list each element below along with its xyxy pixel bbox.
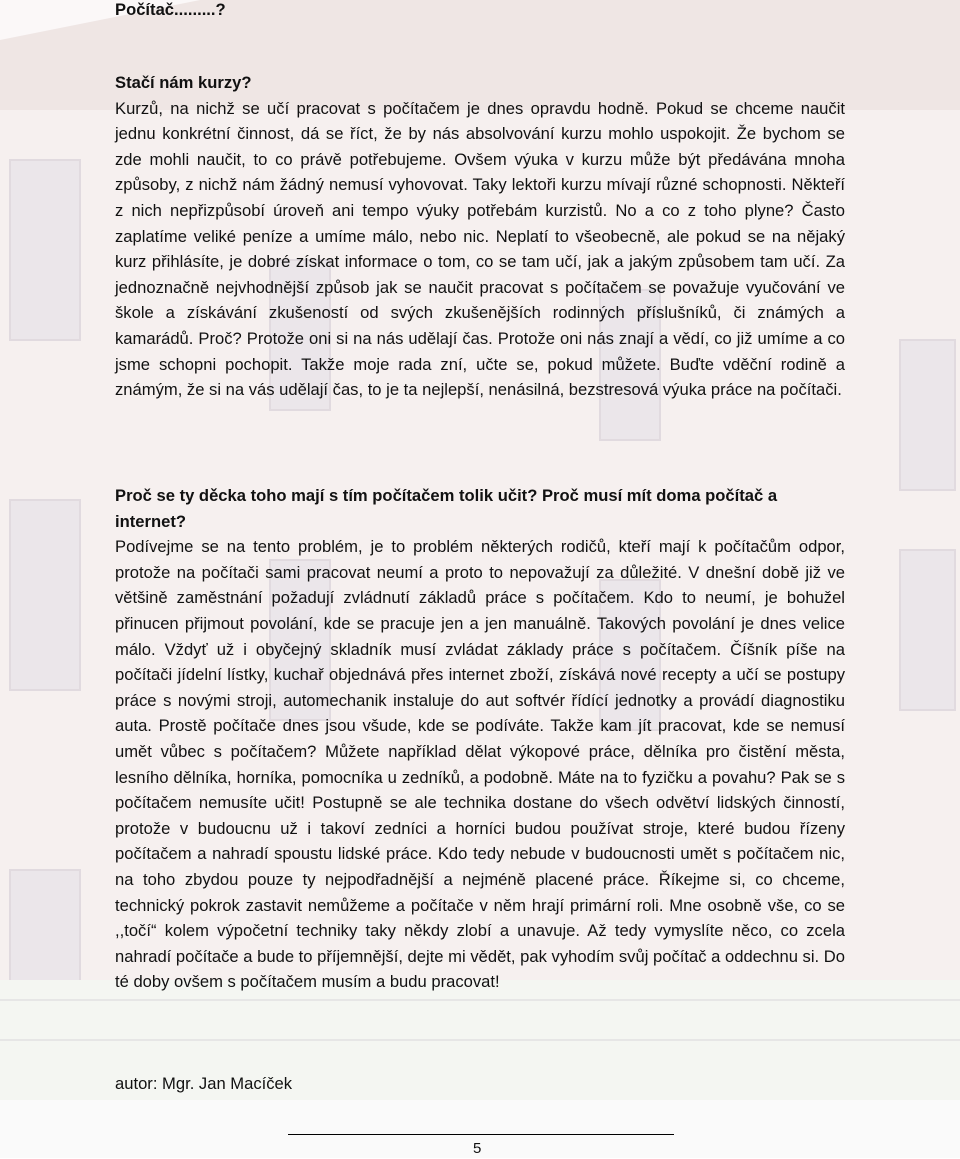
page-number: 5: [473, 1140, 482, 1157]
document-title: Počítač.........?: [115, 0, 226, 19]
section-courses: [115, 70, 845, 403]
author-line: autor: Mgr. Jan Macíček: [115, 1074, 293, 1093]
section-body: Kurzů, na nichž se učí pracovat s počítačem je dnes opravdu hodně. Pokud se chceme naučit jednu konkrétní činnost, dá se říct, že by nás absolvování kurzu mohlo uspokojit. Že bychom se zde mohli naučit, to co právě potřebujeme. Ovšem výuka v kurzu může být předávána mnoha způsoby, z nichž nám žádný nemusí vyhovovat. Taky lektoři kurzu mívají různé schopnosti. Někteří z nich nepřizpůsobí úroveň ani tempo výuky potřebám kurzistů. No a co z toho plyne? Často zaplatíme veliké peníze a umíme málo, nebo nic. Neplatí to všeobecně, ale pokud se na nějaký kurz přihlásíte, je dobré získat informace o tom, co se tam učí, jak a jakým způsobem tam učí. Za jednoznačně nejvhodnější způsob jak se naučit pracovat s počítačem se považuje vyučování ve škole a získávání zkušeností od svých zkušenějších rodinných příslušníků, či známých a kamarádů. Proč? Protože oni si na nás udělají čas. Protože oni nás znají a vědí, co již umíme a co jsme schopni pochopit. Takže moje rada zní, učte se, pokud můžete. Buďte vděční rodině a známým, že si na vás udělají čas, to je ta nejlepší, nenásilná, bezstresová výuka práce na počítači.: [115, 98, 845, 400]
footer-divider: [288, 1134, 674, 1135]
section-body: Podívejme se na tento problém, je to problém některých rodičů, kteří mají k počítačům odpor, protože na počítači sami pracovat neumí a proto to nepovažují za důležité. V dnešní době již ve většině zaměstnání požadují zvládnutí základů práce s počítačem. Kdo to neumí, je bohužel přinucen přijmout povolání, kde se pracuje jen a jen manuálně. Takových povolání je dnes velice málo. Vždyť už i obyčejný skladník musí zvládat základy práce s počítačem. Číšník píše na počítači jídelní lístky, kuchař objednává přes internet zboží, získává nové recepty a učí se postupy práce s novými stroji, automechanik instaluje do aut softvér řídící jednotky a provádí diagnostiku auta. Prostě počítače dnes jsou všude, kde se podíváte. Takže kam jít pracovat, kde se nemusí umět vůbec s počítačem? Můžete například dělat výkopové práce, dělníka pro čistění města, lesního dělníka, horníka, pomocníka u zedníků, a podobně. Máte na to fyzičku a povahu? Pak se s počítačem nemusíte učit! Postupně se ale technika dostane do všech odvětví lidských činností, protože v budoucnu už i takoví zedníci a horníci budou používat stroje, které budou řízeny počítačem a nahradí spoustu lidské práce. Kdo tedy nebude v budoucnosti umět s počítačem nic, na toho zbydou pouze ty nejpodřadnější a nejméně placené práce. Říkejme si, co chceme, technický pokrok zastavit nemůžeme a počítače v něm hrají primární roli. Mne osobně vše, co se ,,točí“ kolem výpočetní techniky taky někdy zlobí a unavuje. Až tedy vymyslíte něco, co zcela nahradí počítače a bude to příjemnější, dejte mi vědět, pak vyhodím svůj počítač a oddechnu si. Do té doby ovšem s počítačem musím a budu pracovat!: [115, 537, 845, 992]
section-heading: Proč se ty děcka toho mají s tím počítačem tolik učit? Proč musí mít doma počítač a internet?: [115, 486, 778, 531]
section-heading: Stačí nám kurzy?: [115, 73, 252, 92]
section-why-learn: [115, 483, 845, 995]
